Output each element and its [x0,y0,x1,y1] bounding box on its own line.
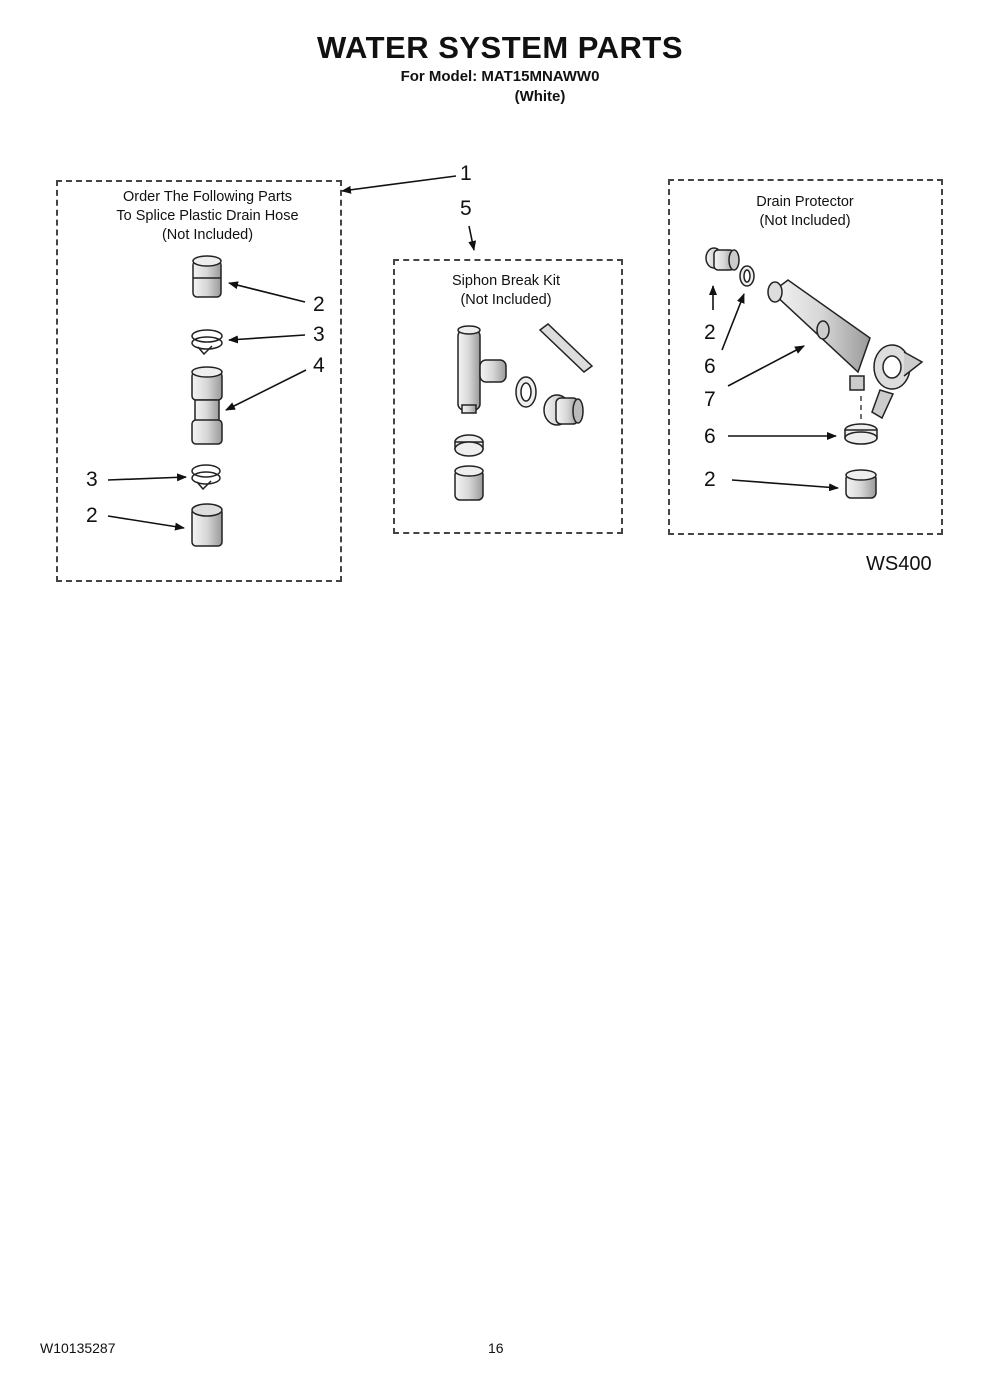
drain-protector-body-icon [768,280,922,418]
hose-clamp-bottom-icon [192,465,220,489]
coupling-fitting-top-icon [193,256,221,297]
hose-clamp-top-icon [192,330,222,354]
siphon-stem-pin-icon [540,324,592,372]
model-line: For Model: MAT15MNAWW0 [400,68,600,85]
drain-label-line1: Drain Protector [756,194,854,210]
siphon-mesh-ring-side-icon [516,377,536,407]
leader-arrow-left-4 [226,370,306,410]
document-number: W10135287 [40,1340,116,1356]
page-number: 16 [488,1340,504,1356]
callout-right-7: 7 [704,388,716,411]
leader-arrow-left-2b [108,516,184,528]
leader-arrow-right-2b [732,480,838,488]
callout-1: 1 [460,162,472,185]
callout-left-3b: 3 [86,468,98,491]
callout-5: 5 [460,197,472,220]
splice-label-line1: Order The Following Parts [123,189,292,205]
page-title: WATER SYSTEM PARTS [316,30,684,65]
leader-arrow-1 [342,176,456,191]
siphon-tee-icon [458,326,506,413]
leader-arrow-left-3b [108,477,186,480]
callout-right-6b: 6 [704,425,716,448]
callout-left-4: 4 [313,354,325,377]
callout-left-2b: 2 [86,504,98,527]
diagram-code: WS400 [866,553,932,575]
siphon-label-line1: Siphon Break Kit [451,273,560,289]
siphon-cap-side-icon [544,395,583,425]
callout-right-6a: 6 [704,355,716,378]
splice-label-line2: To Splice Plastic Drain Hose [116,208,299,224]
splice-label-line3: (Not Included) [161,227,254,243]
callout-left-3a: 3 [313,323,325,346]
leader-arrow-right-6a [722,294,744,350]
callout-left-2a: 2 [313,293,325,316]
callout-right-2b: 2 [704,468,716,491]
siphon-cap-bottom-icon [455,466,483,500]
connector-tube-icon [192,367,222,444]
color-line: (White) [514,88,566,105]
leader-arrow-left-3a [229,335,305,340]
coupling-fitting-bottom-icon [192,504,222,546]
siphon-label-line2: (Not Included) [460,292,552,308]
leader-arrow-right-7 [728,346,804,386]
siphon-mesh-ring-bottom-icon [455,435,483,456]
drain-cap-side-icon [706,248,739,270]
drain-ring-bottom-icon [845,424,877,444]
leader-arrow-5 [469,226,474,250]
drain-ring-side-icon [740,266,754,286]
leader-arrow-left-2a [229,283,305,302]
drain-label-line2: (Not Included) [759,213,851,229]
drain-cap-bottom-icon [846,470,876,498]
callout-right-2a: 2 [704,321,716,344]
